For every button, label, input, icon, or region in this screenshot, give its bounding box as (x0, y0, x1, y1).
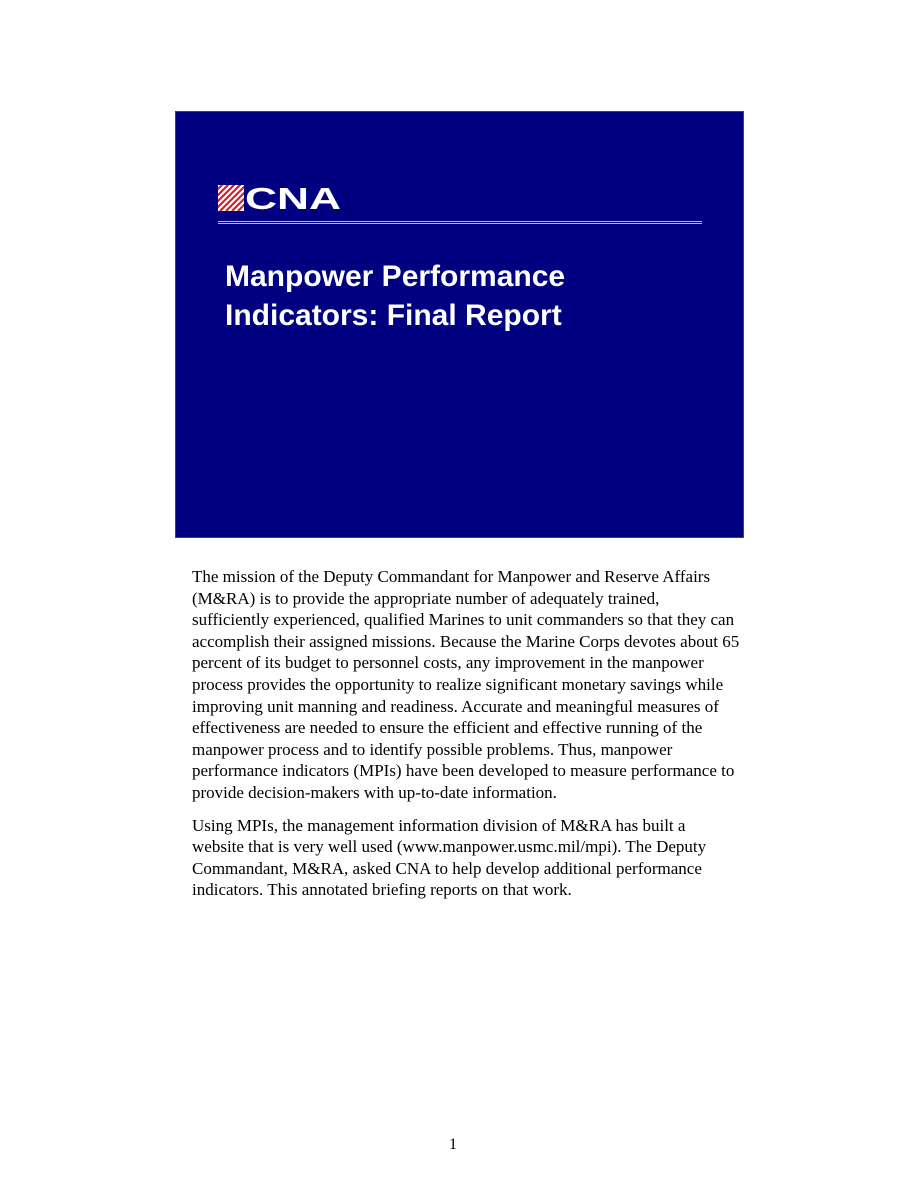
slide-title-line-1: Manpower Performance (225, 260, 566, 293)
slide-title (225, 257, 705, 335)
slide-title-line-2: Indicators: Final Report (225, 299, 562, 332)
cna-logo-mark (218, 185, 244, 211)
slide-divider (218, 221, 702, 224)
page-number: 1 (449, 1136, 457, 1153)
paragraph-2: Using MPIs, the management information division of M&RA has built a website that is very well used (www.manpower.usmc.mil/mpi). The Deputy Commandant, M&RA, asked CNA to help develop additional performance indicators. This annotated briefing reports on that work. (192, 815, 707, 900)
cna-logo-text: CNA (245, 185, 341, 211)
body-text (192, 566, 740, 912)
paragraph-1: The mission of the Deputy Commandant for Manpower and Reserve Affairs (M&RA) is to provide the appropriate number of adequately trained, sufficiently experienced, qualified Marines to unit commanders so that they can accomplish their assigned missions. Because the Marine Corps devotes about 65 percent of its budget to personnel costs, any improvement in the manpower process provides the opportunity to realize significant monetary savings while improving unit manning and readiness. Accurate and meaningful measures of effectiveness are needed to ensure the efficient and effective running of the manpower process and to identify possible problems. Thus, manpower performance indicators (MPIs) have been developed to measure performance to provide decision-makers with up-to-date information. (192, 567, 740, 802)
cna-logo (218, 185, 343, 211)
cna-logo-wordmark (245, 185, 343, 211)
title-slide (175, 111, 744, 538)
